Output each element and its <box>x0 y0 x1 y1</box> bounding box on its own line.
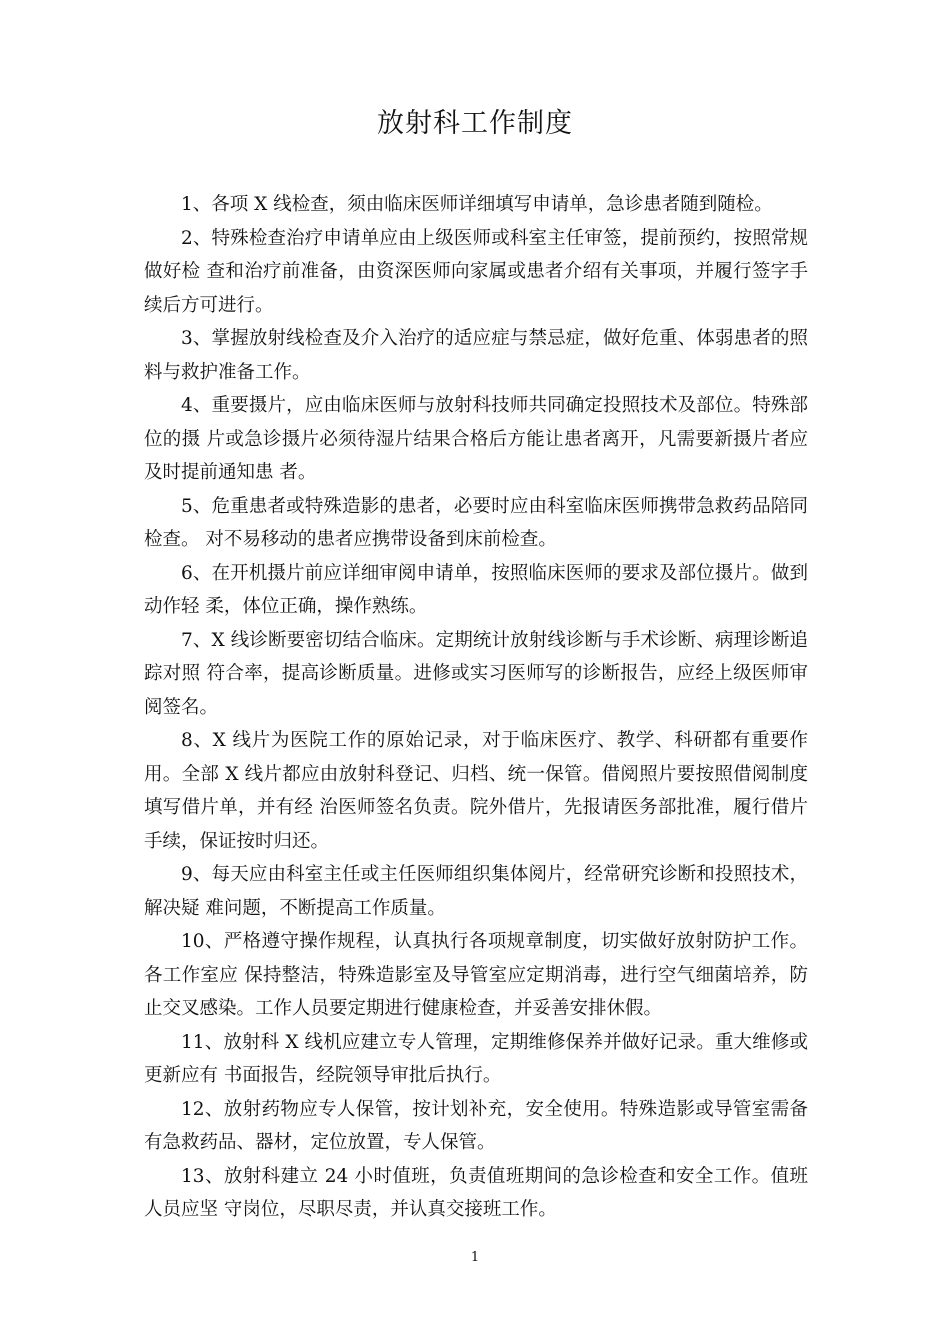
rule-paragraph-1: 1、各项 X 线检查，须由临床医师详细填写申请单，急诊患者随到随检。 <box>181 194 773 215</box>
rule-paragraph-8: 8、X 线片为医院工作的原始记录，对于临床医疗、教学、科研都有重要作用。全部 X 线片都应由放射科登记、归档、统一保管。借阅照片要按照借阅制度填写借片单，并有经 治医师签名负责。院外借片，先报请医务部批准，履行借片手续，保证按时归还。 <box>144 730 808 852</box>
rule-paragraph-4: 4、重要摄片，应由临床医师与放射科技师共同确定投照技术及部位。特殊部位的摄 片或急诊摄片必须待湿片结果合格后方能让患者离开，凡需要新摄片者应及时提前通知患 者。 <box>144 395 808 483</box>
rule-paragraph-5: 5、危重患者或特殊造影的患者，必要时应由科室临床医师携带急救药品陪同检查。 对不易移动的患者应携带设备到床前检查。 <box>144 495 808 550</box>
rule-paragraph-12: 12、放射药物应专人保管，按计划补充，安全使用。特殊造影或导管室需备有急救药品、器材，定位放置，专人保管。 <box>144 1098 808 1153</box>
rule-paragraph-7: 7、X 线诊断要密切结合临床。定期统计放射线诊断与手术诊断、病理诊断追踪对照 符合率，提高诊断质量。进修或实习医师写的诊断报告，应经上级医师审阅签名。 <box>144 629 808 718</box>
document-body <box>144 188 808 1227</box>
document-title: 放射科工作制度 <box>377 108 573 139</box>
rule-paragraph-10: 10、严格遵守操作规程，认真执行各项规章制度，切实做好放射防护工作。各工作室应 保持整洁，特殊造影室及导管室应定期消毒，进行空气细菌培养，防止交叉感染。工作人员要定期进行健康检查，并妥善安排休假。 <box>144 931 808 1019</box>
rule-paragraph-2: 2、特殊检查治疗申请单应由上级医师或科室主任审签，提前预约，按照常规做好检 查和治疗前准备，由资深医师向家属或患者介绍有关事项，并履行签字手续后方可进行。 <box>144 227 808 316</box>
rule-paragraph-3: 3、掌握放射线检查及介入治疗的适应症与禁忌症，做好危重、体弱患者的照料与救护准备工作。 <box>144 328 808 383</box>
rule-paragraph-11: 11、放射科 X 线机应建立专人管理，定期维修保养并做好记录。重大维修或更新应有 书面报告，经院领导审批后执行。 <box>144 1031 808 1086</box>
rule-paragraph-9: 9、每天应由科室主任或主任医师组织集体阅片，经常研究诊断和投照技术，解决疑 难问题，不断提高工作质量。 <box>144 864 808 919</box>
rule-paragraph-13: 13、放射科建立 24 小时值班，负责值班期间的急诊检查和安全工作。值班人员应坚 守岗位，尽职尽责，并认真交接班工作。 <box>144 1165 808 1220</box>
rule-paragraph-6: 6、在开机摄片前应详细审阅申请单，按照临床医师的要求及部位摄片。做到动作轻 柔，体位正确，操作熟练。 <box>144 562 808 617</box>
page-number: 1 <box>470 1250 480 1265</box>
